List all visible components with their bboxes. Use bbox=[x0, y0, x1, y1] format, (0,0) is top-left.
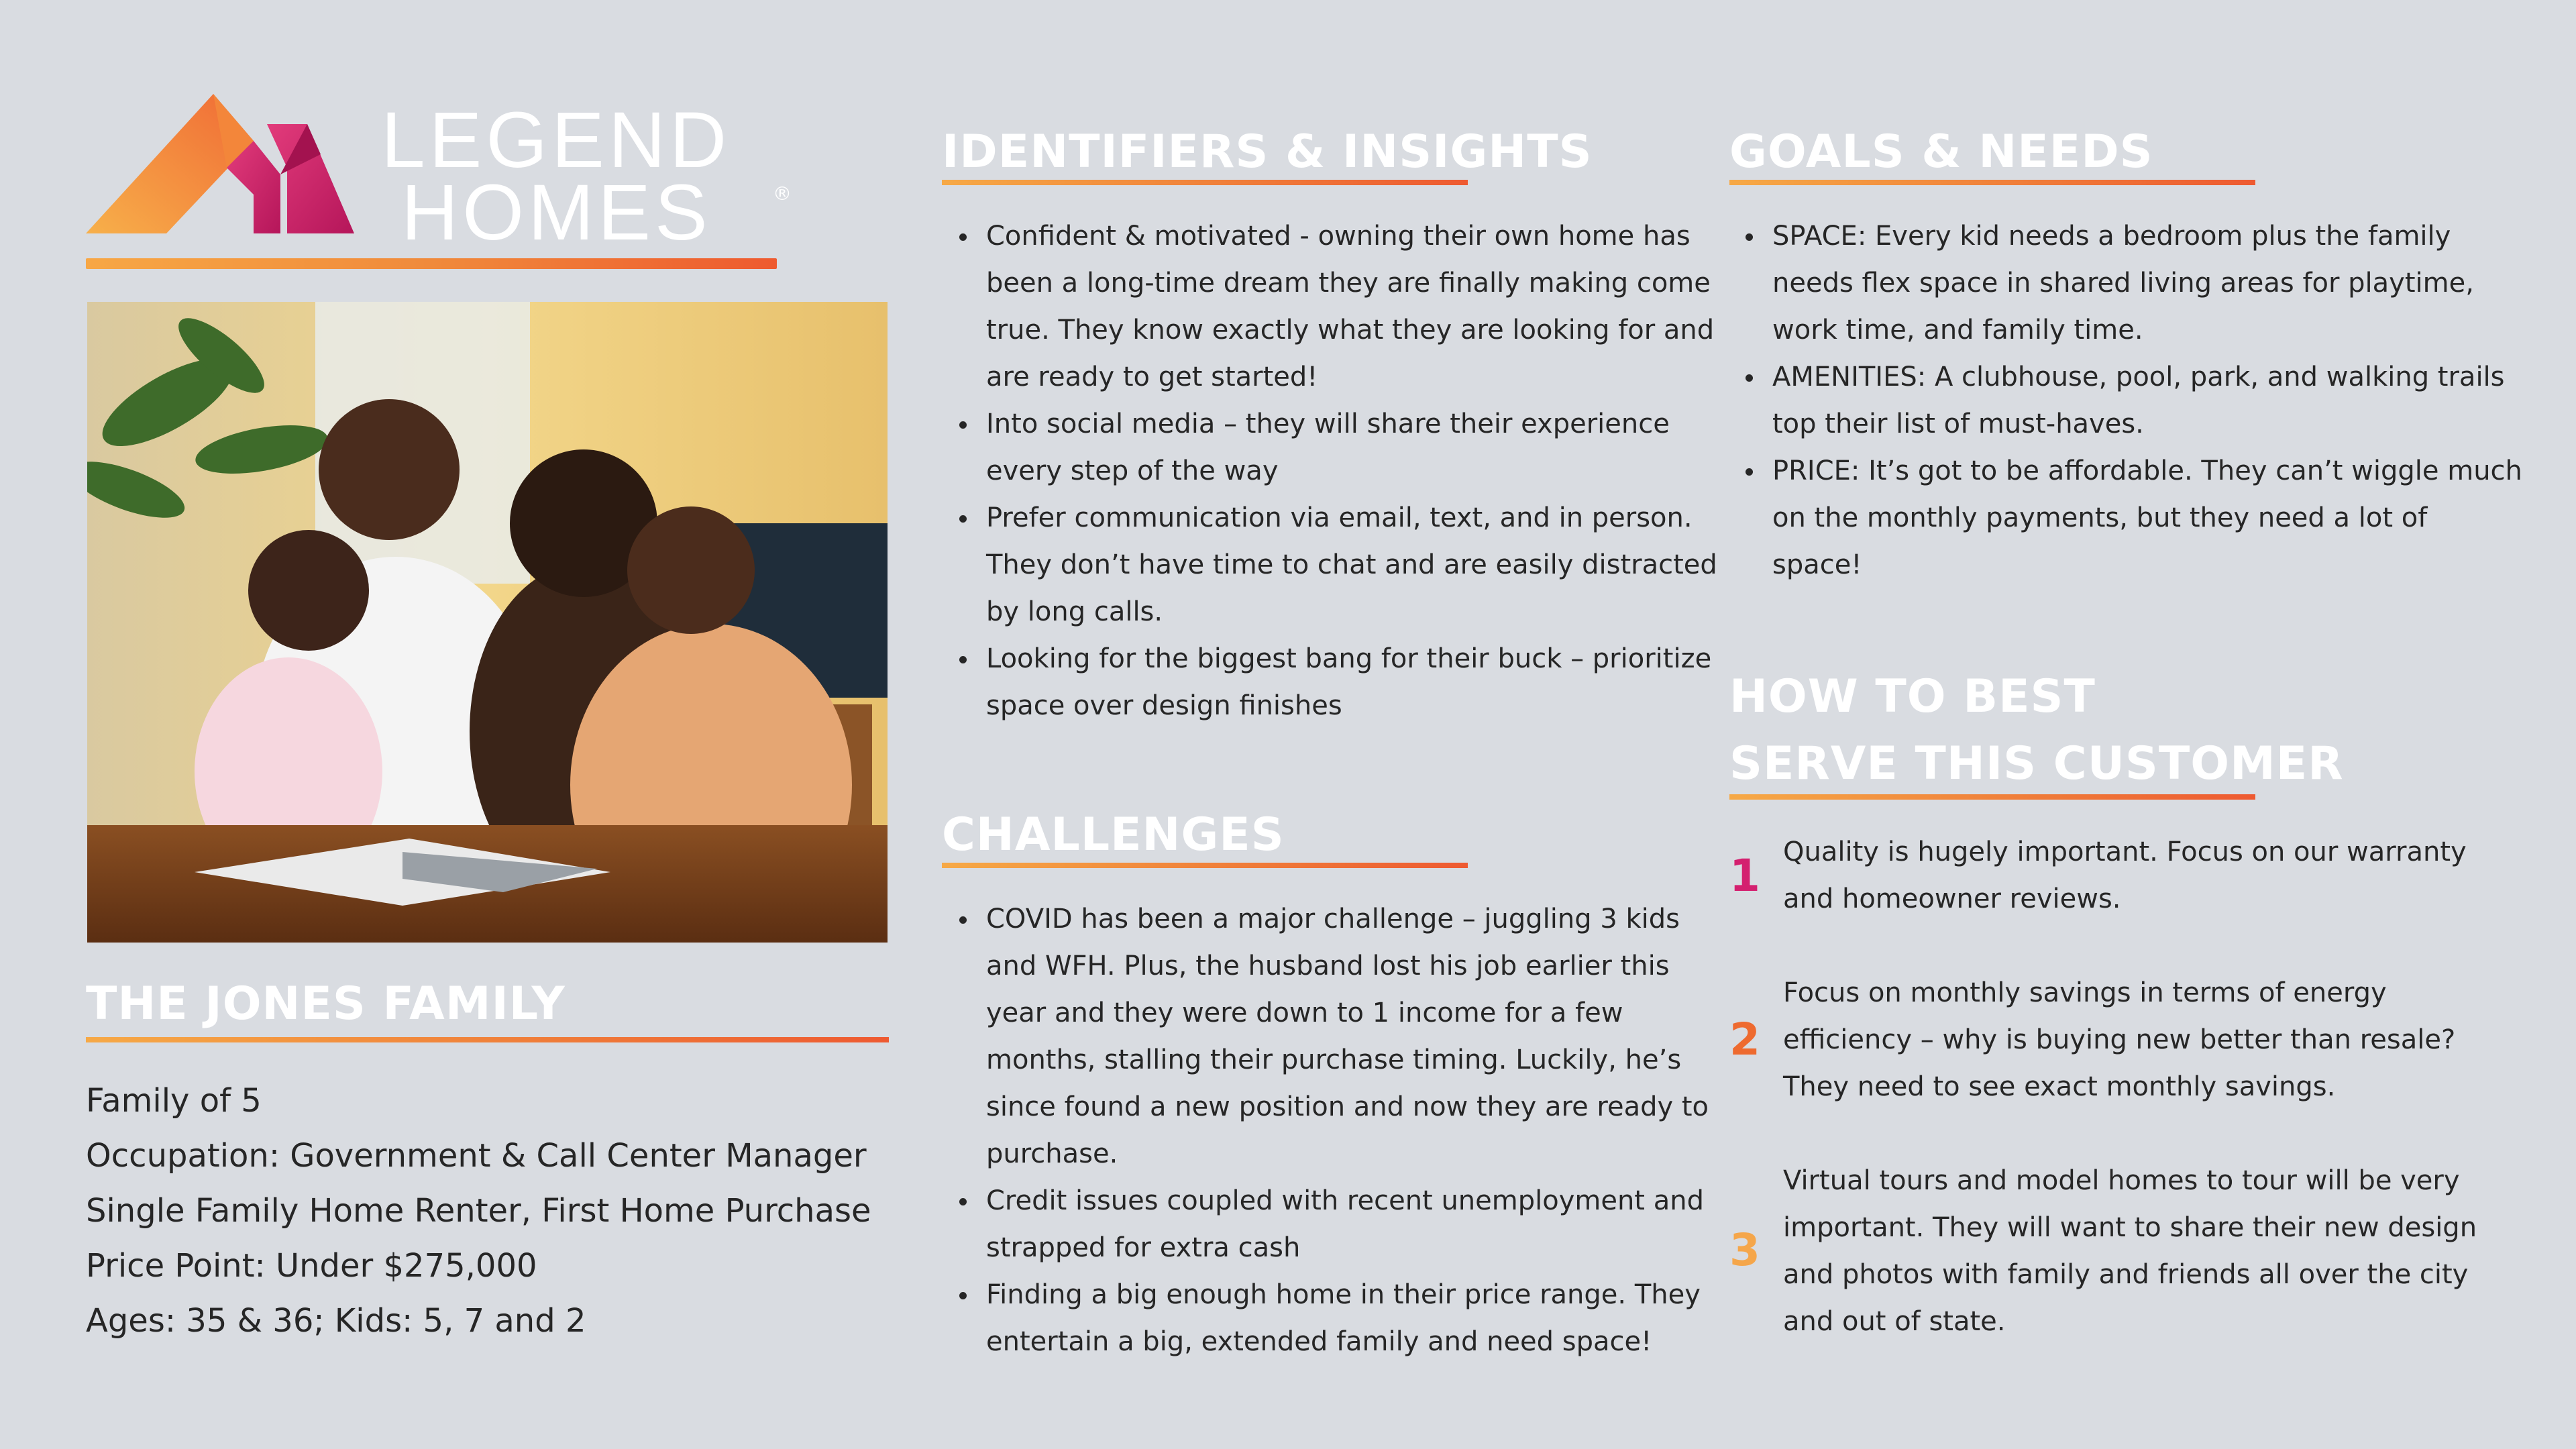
fact-price-point: Price Point: Under $275,000 bbox=[86, 1247, 537, 1285]
list-item: Credit issues coupled with recent unemployment and strapped for extra cash bbox=[986, 1177, 1737, 1271]
identifiers-underline bbox=[942, 180, 1468, 185]
identifiers-heading: IDENTIFIERS & INSIGHTS bbox=[942, 125, 1593, 178]
list-item: Finding a big enough home in their price range. They entertain a big, extended family and need space! bbox=[986, 1271, 1737, 1365]
serve-step-3 bbox=[1729, 1157, 2514, 1352]
list-item: Into social media – they will share their experience every step of the way bbox=[986, 400, 1737, 494]
challenges-underline bbox=[942, 863, 1468, 868]
goals-heading: GOALS & NEEDS bbox=[1729, 125, 2153, 178]
family-reading-image bbox=[87, 302, 888, 943]
persona-facts bbox=[86, 1073, 924, 1348]
list-item: SPACE: Every kid needs a bedroom plus the family needs flex space in shared living areas for playtime, work time, and family time. bbox=[1772, 213, 2524, 354]
list-item: COVID has been a major challenge – juggling 3 kids and WFH. Plus, the husband lost his job earlier this year and they were down to 1 income for a few months, stalling their purchase timing. Luckily, he’s since found a new position and now they are ready to purchase. bbox=[986, 896, 1737, 1177]
persona-name: THE JONES FAMILY bbox=[86, 977, 566, 1030]
logo-word-legend: LEGEND bbox=[381, 96, 731, 184]
serve-underline bbox=[1729, 794, 2255, 800]
goals-underline bbox=[1729, 180, 2255, 185]
identifiers-list bbox=[943, 213, 1737, 729]
step-number: 1 bbox=[1729, 850, 1760, 902]
list-item: Prefer communication via email, text, and in person. They don’t have time to chat and are easily distracted by long calls. bbox=[986, 494, 1737, 635]
step-number: 3 bbox=[1729, 1224, 1760, 1276]
challenges-heading: CHALLENGES bbox=[942, 808, 1285, 861]
fact-family-size: Family of 5 bbox=[86, 1082, 262, 1120]
registered-mark: ® bbox=[773, 182, 792, 205]
goals-list bbox=[1729, 213, 2524, 588]
step-text: Virtual tours and model homes to tour will be very important. They will want to share their new design and photos with family and friends all over the city and out of state. bbox=[1783, 1165, 2477, 1337]
list-item: Confident & motivated - owning their own home has been a long-time dream they are finally making come true. They know exactly what they are looking for and are ready to get started! bbox=[986, 213, 1737, 400]
family-photo bbox=[87, 302, 888, 943]
logo-underline bbox=[86, 258, 777, 269]
step-text: Focus on monthly savings in terms of energy efficiency – why is buying new better than resale? They need to see exact monthly savings. bbox=[1783, 977, 2456, 1102]
serve-step-1 bbox=[1729, 828, 2514, 929]
serve-heading-line2: SERVE THIS CUSTOMER bbox=[1729, 737, 2344, 790]
step-number: 2 bbox=[1729, 1014, 1760, 1065]
list-item: Looking for the biggest bang for their buck – prioritize space over design finishes bbox=[986, 635, 1737, 729]
fact-occupation: Occupation: Government & Call Center Manager bbox=[86, 1137, 867, 1175]
legend-homes-logo bbox=[86, 87, 792, 272]
fact-ages: Ages: 35 & 36; Kids: 5, 7 and 2 bbox=[86, 1302, 586, 1340]
list-item: AMENITIES: A clubhouse, pool, park, and walking trails top their list of must-haves. bbox=[1772, 354, 2524, 447]
challenges-list bbox=[943, 896, 1737, 1365]
logo-word-homes: HOMES bbox=[401, 168, 712, 257]
persona-name-underline bbox=[86, 1037, 889, 1042]
list-item: PRICE: It’s got to be affordable. They can’t wiggle much on the monthly payments, but they need a lot of space! bbox=[1772, 447, 2524, 588]
serve-heading-line1: HOW TO BEST bbox=[1729, 670, 2096, 723]
house-roof-icon bbox=[86, 87, 368, 241]
fact-housing: Single Family Home Renter, First Home Purchase bbox=[86, 1192, 871, 1230]
serve-step-2 bbox=[1729, 969, 2514, 1117]
step-text: Quality is hugely important. Focus on our warranty and homeowner reviews. bbox=[1783, 837, 2467, 914]
